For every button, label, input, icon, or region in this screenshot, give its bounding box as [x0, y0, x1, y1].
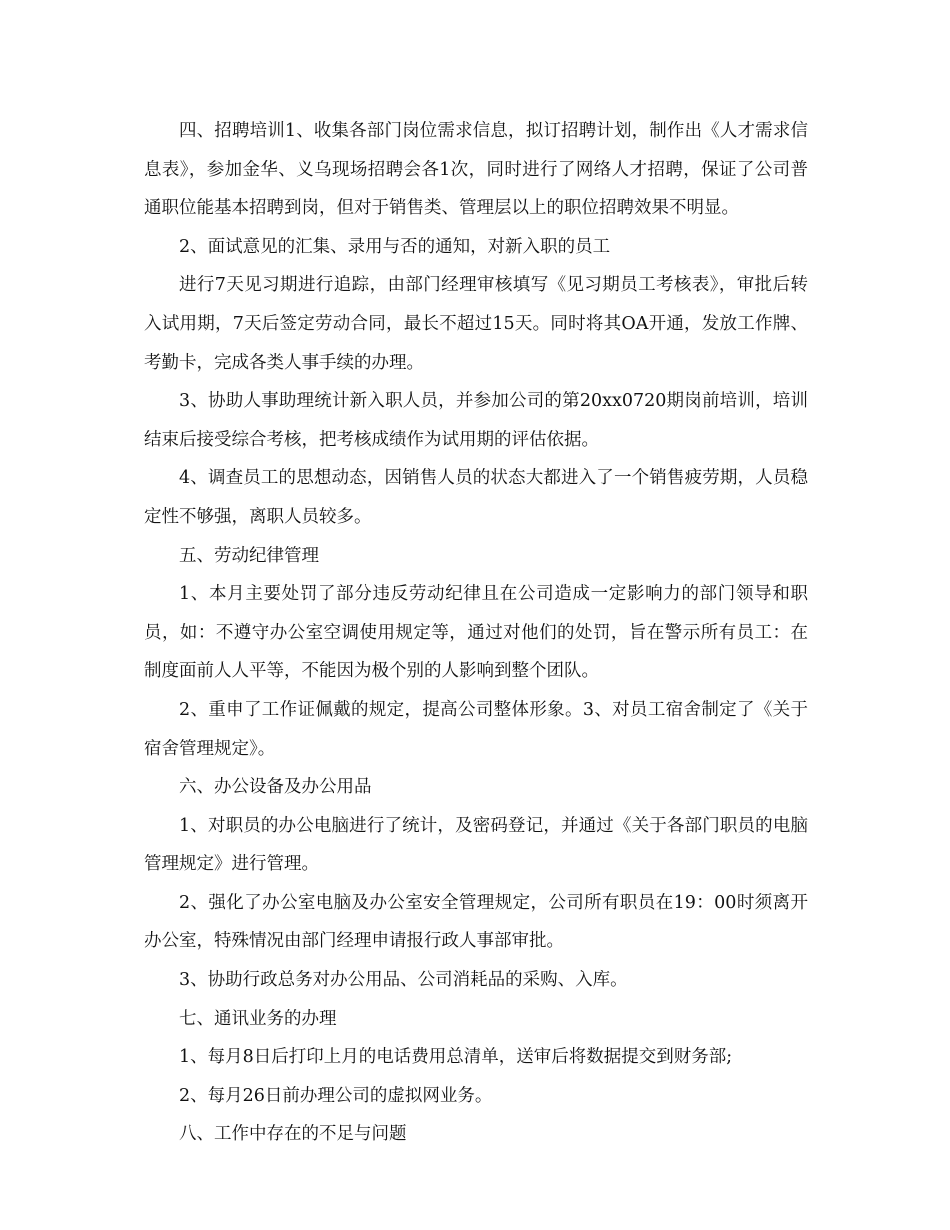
paragraph-phone-bill: 1、每月8日后打印上月的电话费用总清单，送审后将数据提交到财务部; [179, 1047, 733, 1068]
paragraph-probation-tracking: 进行7天见习期进行追踪，由部门经理审核填写《见习期员工考核表》，审批后转入试用期，7天后签定劳动合同，最长不超过15天。同时将其OA开通，发放工作牌、考勤卡，完成各类人事手续的办理。 [144, 275, 808, 373]
paragraph-office-security: 2、强化了办公室电脑及办公室安全管理规定，公司所有职员在19：00时须离开办公室，特殊情况由部门经理申请报行政人事部审批。 [144, 892, 808, 952]
heading-office-equipment: 六、办公设备及办公用品 [179, 777, 372, 798]
document-body [144, 112, 808, 1154]
paragraph-supplies-purchase: 3、协助行政总务对办公用品、公司消耗品的采购、入库。 [179, 970, 628, 991]
paragraph-discipline-penalties: 1、本月主要处罚了部分违反劳动纪律且在公司造成一定影响力的部门领导和职员，如：不遵守办公室空调使用规定等，通过对他们的处罚，旨在警示所有员工：在制度面前人人平等，不能因为极个别的人影响到整个团队。 [144, 584, 808, 682]
paragraph-onboarding-training: 3、协助人事助理统计新入职人员，并参加公司的第20xx0720期岗前培训，培训结束后接受综合考核，把考核成绩作为试用期的评估依据。 [144, 391, 808, 450]
paragraph-virtual-network: 2、每月26日前办理公司的虚拟网业务。 [179, 1085, 493, 1106]
heading-telecom-services: 七、通讯业务的办理 [179, 1008, 337, 1029]
heading-labor-discipline: 五、劳动纪律管理 [179, 545, 319, 566]
heading-shortcomings: 八、工作中存在的不足与问题 [179, 1124, 407, 1145]
paragraph-recruitment-training: 四、招聘培训1、收集各部门岗位需求信息，拟订招聘计划，制作出《人才需求信息表》，参加金华、义乌现场招聘会各1次，同时进行了网络人才招聘，保证了公司普通职位能基本招聘到岗，但对于销售类、管理层以上的职位招聘效果不明显。 [144, 121, 808, 219]
paragraph-interview-feedback: 2、面试意见的汇集、录用与否的通知，对新入职的员工 [179, 236, 611, 257]
paragraph-badge-dormitory: 2、重申了工作证佩戴的规定，提高公司整体形象。3、对员工宿舍制定了《关于宿舍管理规定》。 [144, 699, 808, 759]
paragraph-staff-mindset: 4、调查员工的思想动态，因销售人员的状态大都进入了一个销售疲劳期，人员稳定性不够强，离职人员较多。 [144, 468, 808, 527]
paragraph-computer-registry: 1、对职员的办公电脑进行了统计，及密码登记，并通过《关于各部门职员的电脑管理规定》进行管理。 [144, 815, 808, 875]
